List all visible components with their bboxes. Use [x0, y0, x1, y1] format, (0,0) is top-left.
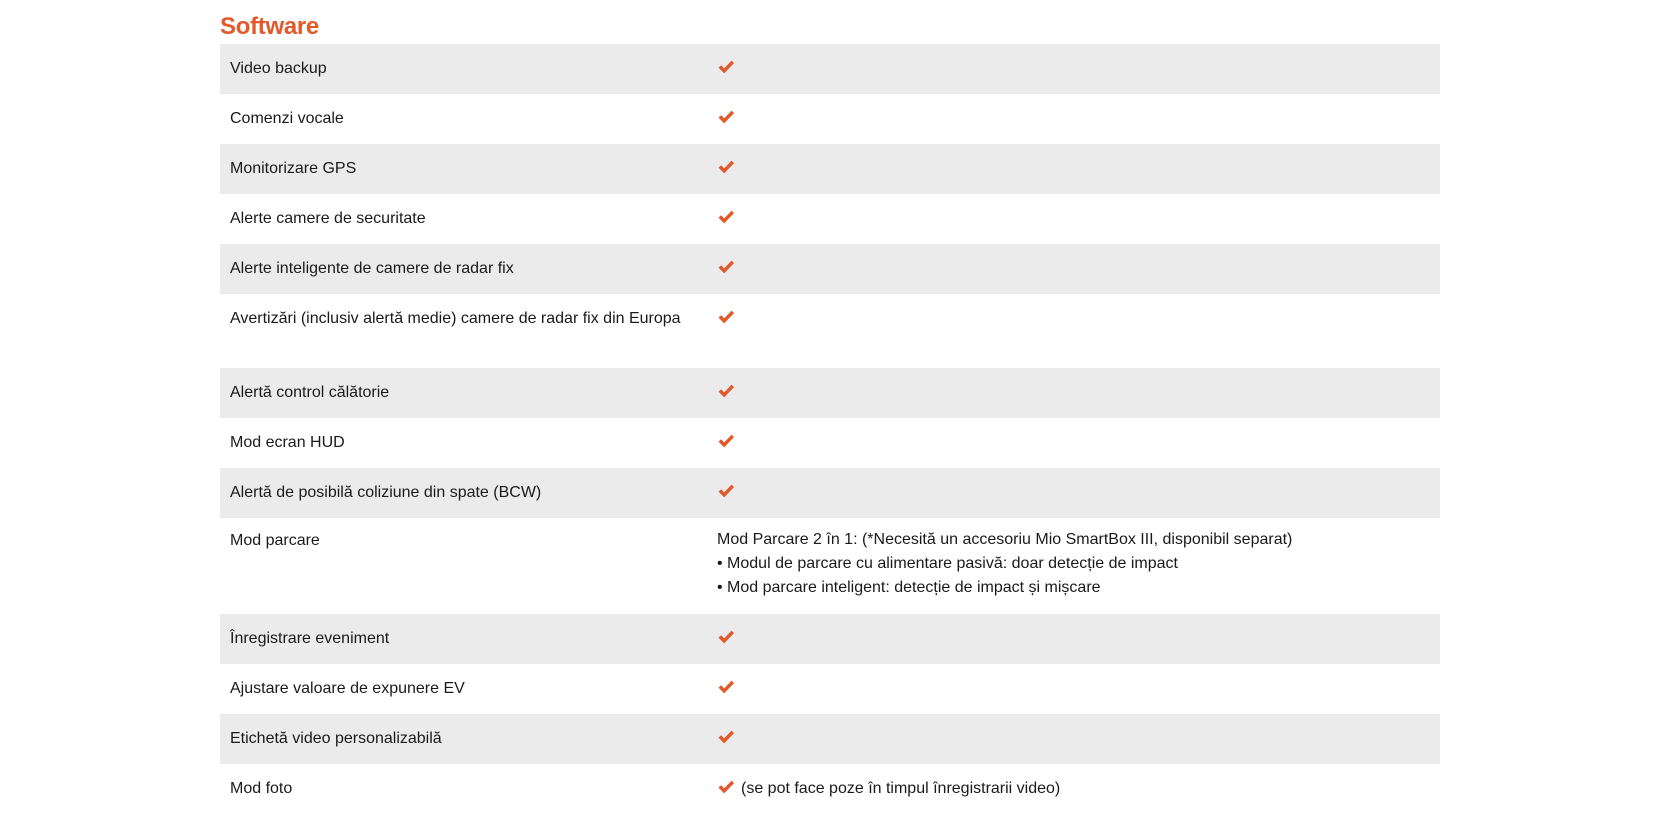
section-title: Software: [220, 13, 319, 40]
feature-value: [707, 368, 1440, 418]
feature-label: Mod foto: [230, 780, 293, 797]
parking-mode-line: • Modul de parcare cu alimentare pasivă: doar detecție de impact: [717, 555, 1178, 572]
feature-label: Alertă control călătorie: [220, 368, 707, 418]
feature-label: Avertizări (inclusiv alertă medie) camere de radar fix din Europa: [230, 310, 681, 327]
feature-value: [707, 418, 1440, 468]
parking-mode-line: Mod Parcare 2 în 1: (*Necesită un accesoriu Mio SmartBox III, disponibil separat): [717, 531, 1293, 548]
table-row: [220, 294, 1440, 368]
table-row: [220, 144, 1440, 194]
check-icon: [717, 629, 735, 645]
feature-value: [707, 44, 1440, 94]
feature-value: [707, 714, 1440, 764]
table-row: [220, 94, 1440, 144]
check-icon: [717, 383, 735, 399]
check-icon: [717, 209, 735, 225]
feature-value: [707, 94, 1440, 144]
feature-label: Comenzi vocale: [230, 110, 344, 127]
feature-value: [707, 244, 1440, 294]
table-row: [220, 44, 1440, 94]
check-icon: [717, 779, 735, 795]
check-icon: [717, 59, 735, 75]
feature-value: [707, 468, 1440, 518]
table-row: [220, 764, 1440, 814]
table-row: [220, 614, 1440, 664]
table-row: [220, 368, 1440, 418]
table-row: [220, 418, 1440, 468]
feature-value: [707, 144, 1440, 194]
feature-value: [707, 664, 1440, 714]
table-row: [220, 468, 1440, 518]
spec-table: [220, 44, 1440, 814]
feature-label: Ajustare valoare de expunere EV: [230, 680, 465, 697]
check-icon: [717, 109, 735, 125]
feature-label: Mod parcare: [230, 532, 320, 549]
feature-value: [707, 518, 1440, 614]
check-icon: [717, 433, 735, 449]
feature-label: Alertă de posibilă coliziune din spate (BCW): [220, 468, 707, 518]
parking-mode-line: • Mod parcare inteligent: detecție de impact și mișcare: [717, 579, 1101, 596]
feature-label: Etichetă video personalizabilă: [220, 714, 707, 764]
feature-value: [707, 194, 1440, 244]
check-icon: [717, 679, 735, 695]
check-icon: [717, 483, 735, 499]
table-row: [220, 714, 1440, 764]
software-section: [220, 0, 1440, 814]
table-row: [220, 244, 1440, 294]
check-icon: [717, 729, 735, 745]
check-icon: [717, 159, 735, 175]
table-row: [220, 518, 1440, 614]
table-row: [220, 664, 1440, 714]
feature-label: Alerte inteligente de camere de radar fix: [220, 244, 707, 294]
feature-label: Înregistrare eveniment: [220, 614, 707, 664]
feature-note: (se pot face poze în timpul înregistrarii video): [741, 780, 1061, 797]
feature-label: Alerte camere de securitate: [230, 210, 426, 227]
table-row: [220, 194, 1440, 244]
feature-label: Monitorizare GPS: [220, 144, 707, 194]
check-icon: [717, 259, 735, 275]
feature-label: Video backup: [220, 44, 707, 94]
feature-value: [707, 294, 1440, 368]
feature-label: Mod ecran HUD: [230, 434, 345, 451]
feature-value: [707, 614, 1440, 664]
feature-value: [707, 764, 1440, 814]
check-icon: [717, 309, 735, 325]
